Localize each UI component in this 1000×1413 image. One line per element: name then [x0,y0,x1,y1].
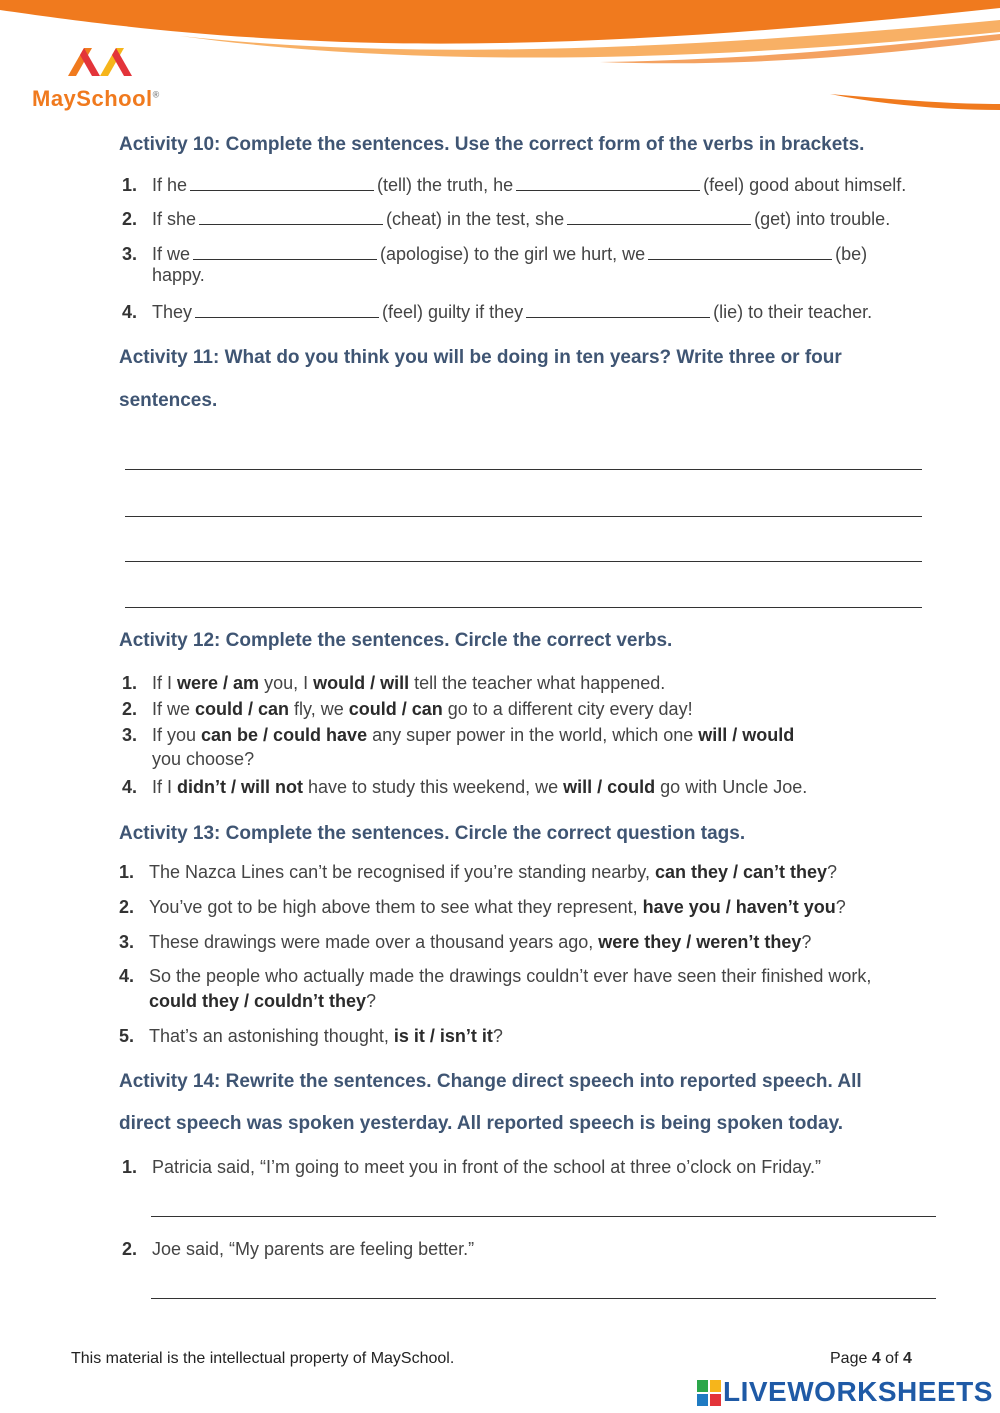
mayschool-logo [30,38,170,118]
brand-registered: ® [152,89,160,100]
choice-option[interactable]: would / will [313,673,410,693]
answer-line[interactable] [151,1216,936,1217]
activity14-item-1: 1. Patricia said, “I’m going to meet you in front of the school at three o’clock on Friday.” [122,1157,821,1177]
mayschool-logo-mark [62,38,142,82]
footer-copyright: This material is the intellectual property of MaySchool. [71,1350,455,1367]
activity12-item-1: 1. If I were / am you, I would / will tell the teacher what happened. [122,673,666,693]
watermark-text: LIVEWORKSHEETS [723,1376,993,1407]
writing-line[interactable] [125,516,922,517]
tag-choice[interactable]: could they / couldn’t they [149,991,367,1011]
answer-line[interactable] [151,1298,936,1299]
activity14-item-2: 2. Joe said, “My parents are feeling better.” [122,1239,475,1259]
activity12-item-3: 3. If you can be / could have any super power in the world, which one will / would you choose? [122,725,795,769]
activity10-item-2: 2. If she (cheat) in the test, she (get) into trouble. [122,209,891,229]
answer-blank[interactable] [526,303,710,318]
choice-option[interactable]: were / am [177,673,260,693]
tag-choice[interactable]: is it / isn’t it [393,1026,493,1046]
writing-line[interactable] [125,561,922,562]
activity13-item-4: 4. So the people who actually made the drawings couldn’t ever have seen their finished work, could they / couldn’t they? [119,966,872,1011]
writing-line[interactable] [125,469,922,470]
activity12-item-4: 4. If I didn’t / will not have to study this weekend, we will / could go with Uncle Joe. [122,777,808,797]
liveworksheets-logo-icon [697,1380,721,1406]
answer-blank[interactable] [516,176,700,191]
writing-line[interactable] [125,607,922,608]
activity11-heading-line1: Activity 11: What do you think you will be doing in ten years? Write three or four [119,347,842,368]
tag-choice[interactable]: were they / weren’t they [598,932,802,952]
answer-blank[interactable] [199,210,383,225]
activity10-item-4: 4. They (feel) guilty if they (lie) to their teacher. [122,302,873,322]
activity11-heading-line2: sentences. [119,390,218,411]
page-indicator: Page 4 of 4 [830,1350,912,1367]
activity13-item-3: 3. These drawings were made over a thousand years ago, were they / weren’t they? [119,932,812,952]
choice-option[interactable]: will / could [563,777,656,797]
choice-option[interactable]: didn’t / will not [177,777,303,797]
activity14-heading-line2: direct speech was spoken yesterday. All reported speech is being spoken today. [119,1113,844,1134]
answer-blank[interactable] [195,303,379,318]
answer-blank[interactable] [648,245,832,260]
activity14-heading-line1: Activity 14: Rewrite the sentences. Change direct speech into reported speech. All [119,1071,862,1092]
activity12-heading: Activity 12: Complete the sentences. Circle the correct verbs. [119,630,673,651]
choice-option[interactable]: could / can [195,699,290,719]
brand-name: MaySchool [32,86,153,111]
activity13-heading: Activity 13: Complete the sentences. Circle the correct question tags. [119,823,746,844]
choice-option[interactable]: can be / could have [201,725,368,745]
choice-option[interactable]: could / can [348,699,443,719]
activity10-item-1: 1. If he (tell) the truth, he (feel) good about himself. [122,175,907,195]
activity12-item-2: 2. If we could / can fly, we could / can go to a different city every day! [122,699,693,719]
activity13-item-1: 1. The Nazca Lines can’t be recognised if you’re standing nearby, can they / can’t they? [119,862,838,882]
tag-choice[interactable]: can they / can’t they [654,862,828,882]
activity13-item-2: 2. You’ve got to be high above them to see what they represent, have you / haven’t you? [119,897,846,917]
answer-blank[interactable] [193,245,377,260]
answer-blank[interactable] [567,210,751,225]
answer-blank[interactable] [190,176,374,191]
activity10-heading: Activity 10: Complete the sentences. Use the correct form of the verbs in brackets. [119,134,865,155]
activity13-item-5: 5. That’s an astonishing thought, is it / isn’t it? [119,1026,503,1046]
tag-choice[interactable]: have you / haven’t you [642,897,836,917]
activity10-item-3: 3. If we (apologise) to the girl we hurt, we (be) happy. [122,244,868,285]
choice-option[interactable]: will / would [698,725,795,745]
